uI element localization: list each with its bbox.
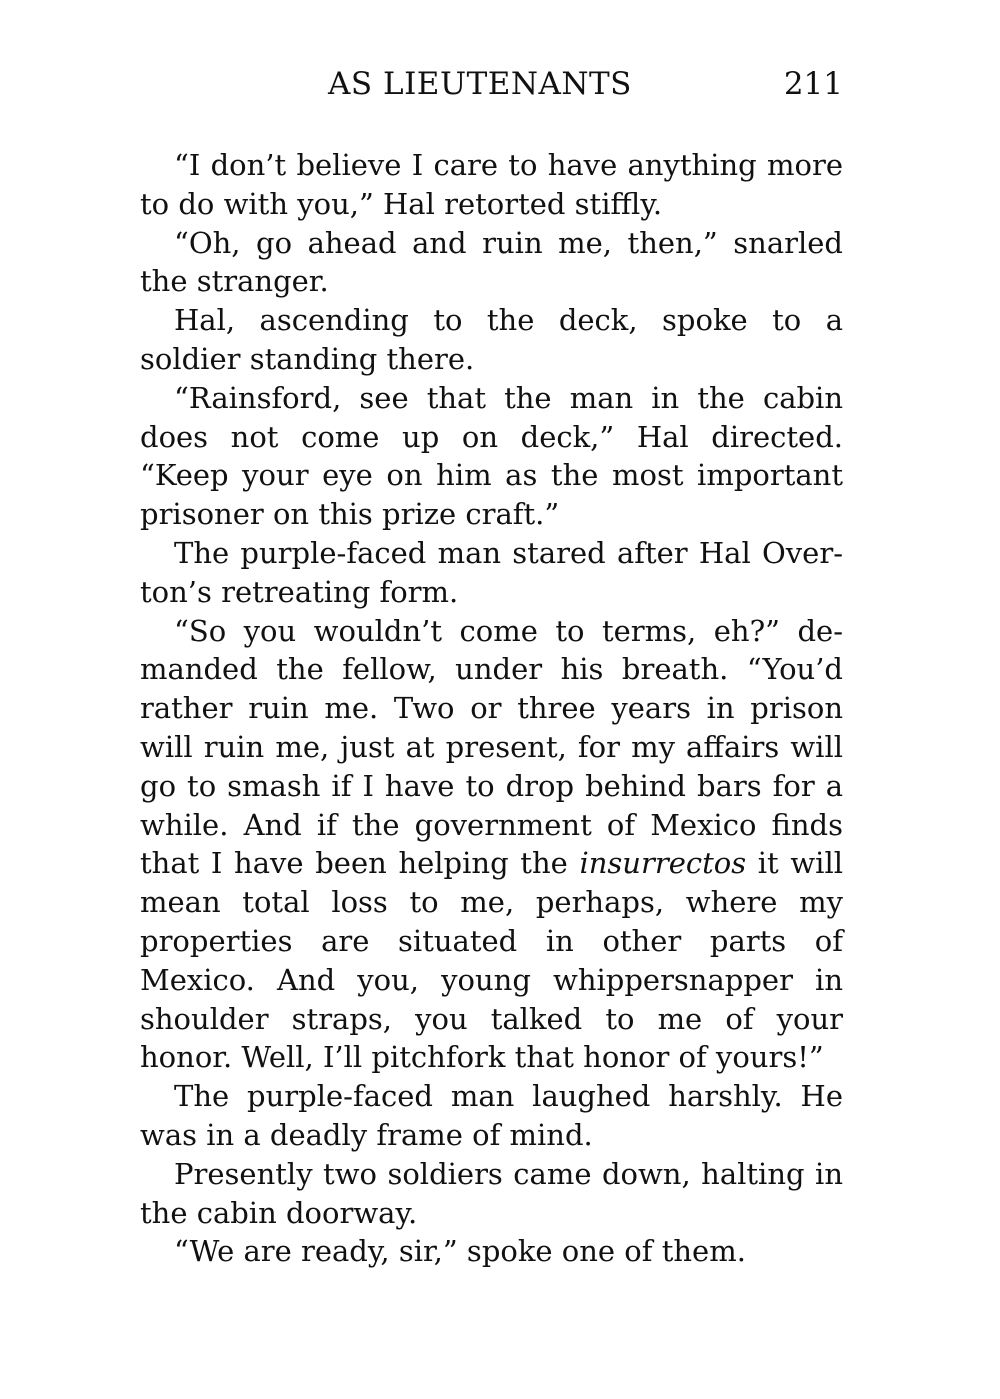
- running-head: [140, 60, 843, 108]
- paragraph-6-before: “So you wouldn’t come to terms, eh?” demanded the fellow, under his breath. “You’d rather ruin me. Two or three years in prison will ruin me, just at present, for my affairs will go to smash if I have to drop behind bars for a while. And if the government of Mexico finds that I have been helping the: [140, 613, 843, 881]
- paragraph-6-after: it will mean total loss to me, perhaps, where my properties are situated in other parts of Mexico. And you, young whippersnapper in shoulder straps, you talked to me of your honor. Well, I’ll pitchfork that honor of yours!”: [140, 846, 843, 1075]
- body-text: [140, 146, 843, 1271]
- paragraph-8: Presently two soldiers came down, halting in the cabin doorway.: [140, 1156, 843, 1230]
- paragraph-9: “We are ready, sir,” spoke one of them.: [174, 1234, 746, 1269]
- chapter-title: AS LIEUTENANTS: [328, 66, 632, 102]
- italic-word: insurrectos: [579, 846, 747, 881]
- paragraph-2: “Oh, go ahead and ruin me, then,” snarled the stranger.: [140, 225, 843, 299]
- paragraph-6: [140, 612, 843, 1078]
- page-number: 211: [783, 66, 843, 102]
- paragraph-4: “Rainsford, see that the man in the cabin does not come up on deck,” Hal directed. “Keep your eye on him as the most important prisoner on this prize craft.”: [140, 380, 843, 532]
- paragraph-5: The purple-faced man stared after Hal Overton’s retreating form.: [140, 535, 843, 609]
- paragraph-3: Hal, ascending to the deck, spoke to a soldier standing there.: [140, 303, 843, 376]
- paragraph-7: The purple-faced man laughed harshly. He was in a deadly frame of mind.: [140, 1079, 843, 1152]
- book-page: [140, 60, 843, 1271]
- paragraph-1: “I don’t believe I care to have anything more to do with you,” Hal retorted stiffly.: [140, 148, 843, 221]
